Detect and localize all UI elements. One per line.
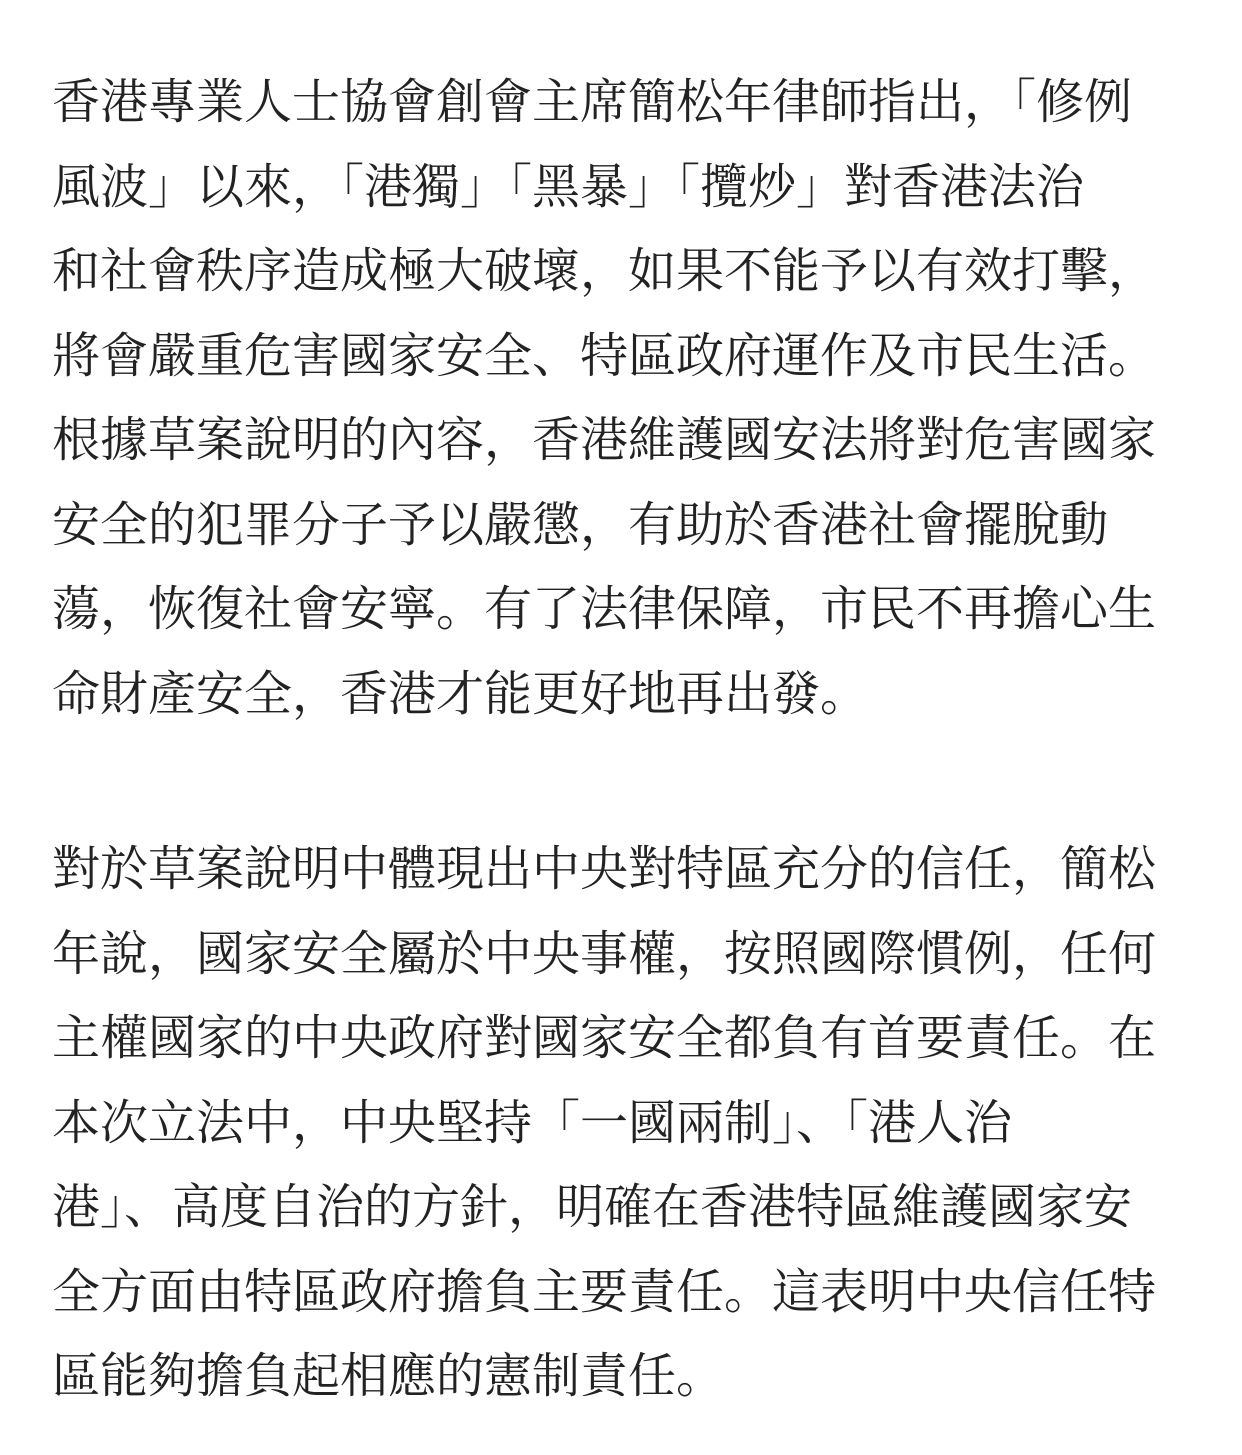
text-line: 蕩，恢復社會安寧。有了法律保障，市民不再擔心生 [52,581,1157,637]
text-line: 本次立法中，中央堅持「一國兩制」、「港人治 [52,1094,1013,1151]
text-line: 香港專業人士協會創會主席簡松年律師指出，「修例 [52,74,1133,130]
text-line: 全方面由特區政府擔負主要責任。這表明中央信任特 [52,1263,1157,1320]
text-line: 安全的犯罪分子予以嚴懲，有助於香港社會擺脫動 [52,496,1109,553]
paragraph-1 [52,60,1202,736]
text-line: 命財產安全，香港才能更好地再出發。 [52,665,869,722]
text-line: 主權國家的中央政府對國家安全都負有首要責任。在 [52,1010,1157,1066]
text-line: 根據草案說明的內容，香港維護國安法將對危害國家 [52,412,1157,468]
text-line: 對於草案說明中體現出中央對特區充分的信任，簡松 [52,841,1157,897]
text-line: 風波」以來，「港獨」「黑暴」「攬炒」對香港法治 [52,158,1085,215]
text-line: 和社會秩序造成極大破壞，如果不能予以有效打擊， [52,243,1157,299]
text-line: 港」、高度自治的方針，明確在香港特區維護國家安 [52,1179,1133,1235]
text-line: 將會嚴重危害國家安全、特區政府運作及市民生活。 [52,327,1157,384]
paragraph-2 [52,827,1202,1419]
text-line: 年說，國家安全屬於中央事權，按照國際慣例，任何 [52,925,1157,982]
text-line: 區能夠擔負起相應的憲制責任。 [52,1348,725,1404]
article-body [52,60,1202,1419]
paragraph-spacer [52,736,1202,827]
